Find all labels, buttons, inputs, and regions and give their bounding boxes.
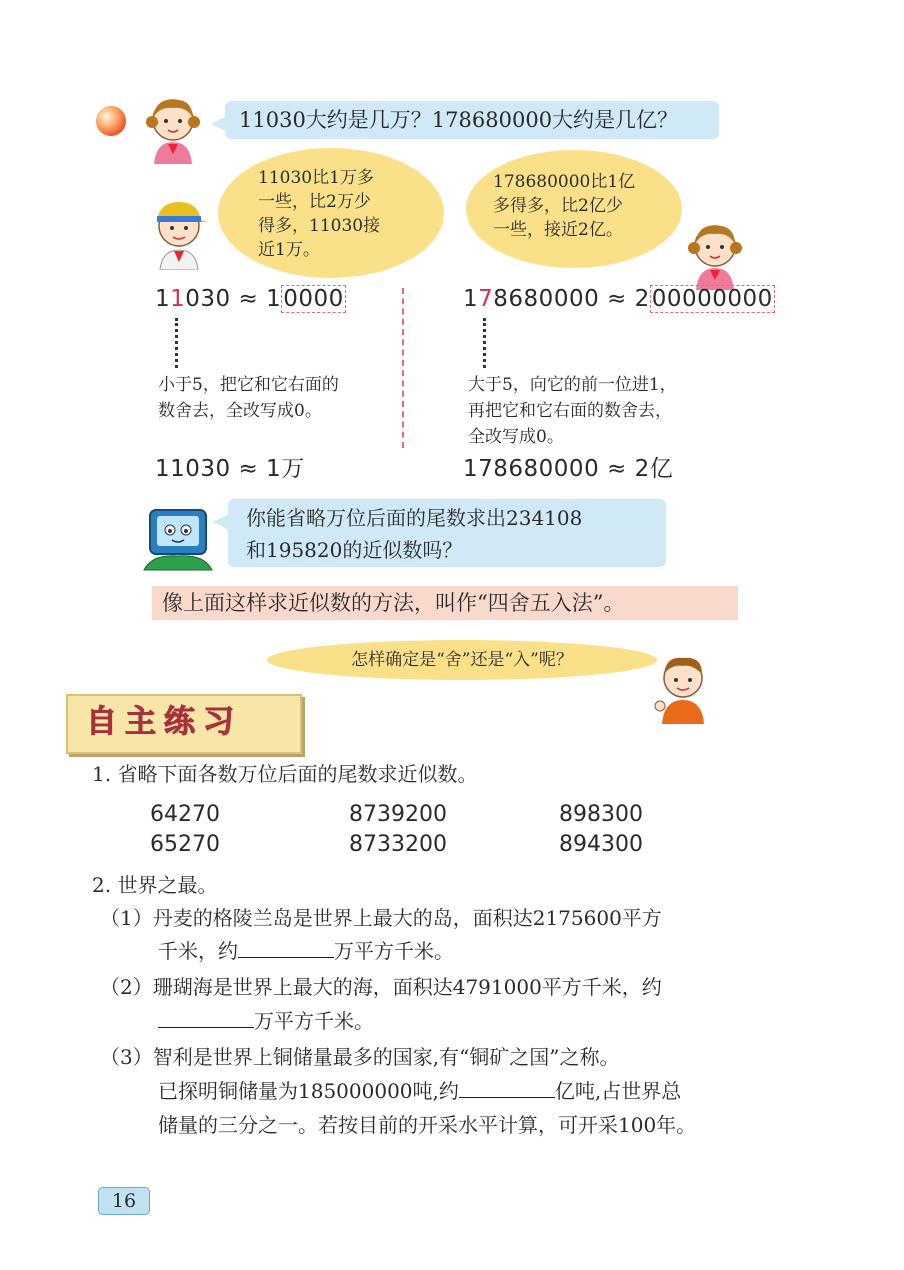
note-line: 大于5，向它的前一位进1， bbox=[468, 375, 677, 395]
thought-line: 一些，接近2亿。 bbox=[493, 220, 623, 240]
note-line: 全改写成0。 bbox=[468, 427, 564, 447]
exercise1-prompt: 1. 省略下面各数万位后面的尾数求近似数。 bbox=[92, 762, 478, 786]
boy-avatar-icon bbox=[652, 652, 714, 724]
ex2-item3-line1: （3）智利是世界上铜储量最多的国家,有“铜矿之国”之称。 bbox=[100, 1045, 620, 1069]
digit: 1 bbox=[155, 286, 171, 312]
calc-text: 030 ≈ 1 bbox=[185, 286, 282, 312]
girl-avatar-icon bbox=[140, 92, 206, 164]
girl-thought-text bbox=[493, 170, 663, 242]
text: 亿吨,占世界总 bbox=[554, 1079, 682, 1103]
ex2-item1-line2 bbox=[158, 937, 454, 965]
ex1-number: 8739200 bbox=[349, 802, 447, 827]
exercise2-prompt: 2. 世界之最。 bbox=[92, 873, 218, 897]
digit: 1 bbox=[463, 286, 479, 312]
top-question-text: 11030大约是几万？178680000大约是几亿？ bbox=[239, 108, 679, 132]
boy-avatar-icon bbox=[146, 196, 212, 270]
question2-line: 你能省略万位后面的尾数求出234108 bbox=[246, 506, 583, 530]
thought-line: 得多，11030接 bbox=[258, 216, 381, 236]
thought-line: 多得多，比2亿少 bbox=[493, 196, 623, 216]
thought-line: 近1万。 bbox=[258, 240, 320, 260]
note-line: 数舍去，全改写成0。 bbox=[158, 401, 322, 421]
ex2-item2-line1: （2）珊瑚海是世界上最大的海，面积达4791000平方千米，约 bbox=[100, 975, 662, 999]
right-calculation bbox=[463, 286, 775, 312]
section-title: 自主练习 bbox=[86, 704, 242, 740]
dashed-divider bbox=[402, 288, 404, 448]
answer-blank[interactable] bbox=[238, 937, 334, 958]
boy-thought-text bbox=[258, 166, 418, 262]
text: 万平方千米。 bbox=[254, 1009, 374, 1033]
thought-line: 11030比1万多 bbox=[258, 168, 374, 188]
top-question-bubble bbox=[225, 101, 719, 139]
calc-text: 8680000 ≈ 2 bbox=[493, 286, 650, 312]
ex1-number: 8733200 bbox=[349, 832, 447, 857]
left-result: 11030 ≈ 1万 bbox=[155, 456, 305, 482]
thought-line: 一些，比2万少 bbox=[258, 192, 371, 212]
left-calculation bbox=[155, 286, 346, 312]
question2-bubble bbox=[228, 499, 666, 567]
orange-ball-icon bbox=[96, 106, 126, 136]
zero-box: 0000 bbox=[283, 286, 344, 312]
ask-bubble: 怎样确定是“舍”还是“入”呢？ bbox=[267, 640, 657, 680]
ex1-number: 898300 bbox=[559, 802, 643, 827]
ex2-item2-line2 bbox=[158, 1007, 374, 1035]
thought-line: 178680000比1亿 bbox=[493, 172, 636, 192]
computer-mascot-icon bbox=[142, 504, 214, 574]
left-note bbox=[158, 372, 339, 424]
rule-banner: 像上面这样求近似数的方法，叫作“四舍五入法”。 bbox=[152, 586, 738, 620]
answer-blank[interactable] bbox=[459, 1077, 555, 1098]
question2-line: 和195820的近似数吗？ bbox=[246, 538, 463, 562]
right-result: 178680000 ≈ 2亿 bbox=[463, 456, 674, 482]
text: 已探明铜储量为185000000吨,约 bbox=[158, 1079, 459, 1103]
answer-blank[interactable] bbox=[158, 1007, 254, 1028]
ex2-item3-line2 bbox=[158, 1077, 681, 1105]
note-line: 再把它和它右面的数舍去， bbox=[468, 401, 672, 421]
ex2-item3-line3: 储量的三分之一。若按目前的开采水平计算，可开采100年。 bbox=[158, 1113, 697, 1137]
text: 万平方千米。 bbox=[334, 939, 454, 963]
bubble-tail bbox=[213, 514, 229, 530]
text: 千米，约 bbox=[158, 939, 238, 963]
ex2-item1-line1: （1）丹麦的格陵兰岛是世界上最大的岛，面积达2175600平方 bbox=[100, 906, 662, 930]
page-number: 16 bbox=[98, 1187, 150, 1215]
ex1-number: 64270 bbox=[150, 802, 220, 827]
note-line: 小于5，把它和它右面的 bbox=[158, 375, 339, 395]
ex1-number: 894300 bbox=[559, 832, 643, 857]
dotted-pointer bbox=[175, 318, 178, 368]
highlight-digit: 1 bbox=[170, 286, 186, 312]
right-note bbox=[468, 372, 677, 450]
dotted-pointer bbox=[483, 318, 486, 368]
girl-avatar-icon bbox=[682, 218, 748, 290]
zero-box: 00000000 bbox=[651, 286, 773, 312]
ex1-number: 65270 bbox=[150, 832, 220, 857]
highlight-digit: 7 bbox=[478, 286, 494, 312]
